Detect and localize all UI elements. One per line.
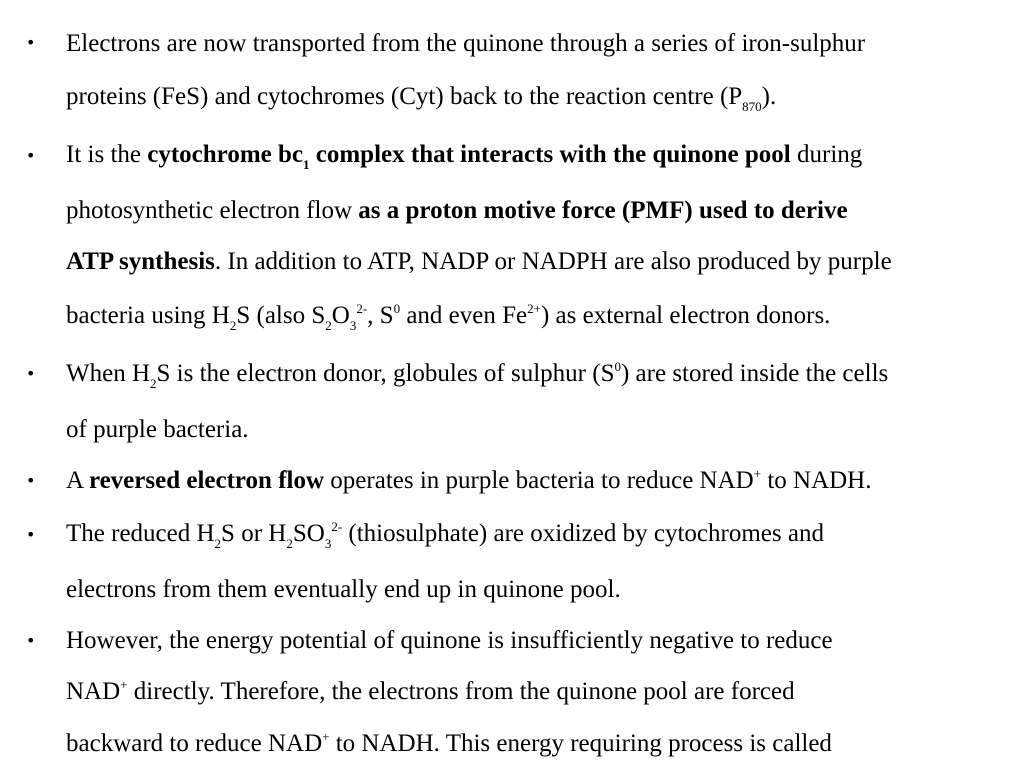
superscript: 0 — [393, 301, 401, 316]
text-span: ) as external electron donors. — [540, 302, 831, 329]
superscript: 2- — [356, 301, 368, 316]
text-span: operates in purple bacteria to reduce NAD — [324, 467, 754, 494]
subscript: 1 — [303, 157, 310, 172]
text-span: to NADH. This energy requiring process is called — [329, 730, 832, 757]
bullet-marker: • — [26, 364, 36, 383]
bullet-4-line-1 — [66, 466, 872, 496]
text-span: photosynthetic electron flow — [66, 197, 359, 224]
superscript: + — [322, 729, 330, 744]
bold-text: cytochrome bc — [147, 141, 303, 168]
bullet-5-line-2 — [66, 575, 621, 605]
text-span: O — [331, 302, 350, 329]
text-span: S (also S — [236, 302, 326, 329]
text-span: . In addition to ATP, NADP or NADPH are also produced by purple — [214, 248, 892, 275]
text-span: ) are stored inside the cells — [620, 360, 889, 387]
bullet-marker: • — [26, 525, 36, 544]
text-span: SO — [292, 520, 325, 547]
text-span: However, the energy potential of quinone is insufficiently negative to reduce — [66, 627, 833, 654]
bullet-1-line-2 — [66, 82, 776, 112]
text-span: electrons from them eventually end up in quinone pool. — [66, 576, 621, 603]
bullet-6-line-3 — [66, 729, 832, 759]
text-span: It is the — [66, 141, 148, 168]
bold-text: ATP synthesis — [66, 248, 215, 275]
text-span: , S — [367, 302, 394, 329]
bullet-2-line-2 — [66, 196, 848, 226]
text-span: directly. Therefore, the electrons from the quinone pool are forced — [127, 678, 795, 705]
subscript: 2 — [286, 536, 293, 551]
subscript: 3 — [349, 318, 357, 333]
bullet-2-line-3 — [66, 247, 892, 277]
superscript: 2- — [331, 519, 343, 534]
text-span: of purple bacteria. — [66, 416, 249, 443]
text-span: S or H — [221, 520, 287, 547]
text-span: to NADH. — [761, 467, 872, 494]
text-span: A — [66, 467, 89, 494]
text-span: and even Fe — [400, 302, 528, 329]
bullet-2-line-4 — [66, 301, 830, 331]
subscript: 2 — [214, 536, 222, 551]
text-span: S is the electron donor, globules of sulphur (S — [156, 360, 615, 387]
bullet-marker: • — [26, 33, 36, 52]
superscript: 2+ — [527, 301, 541, 316]
bullet-marker: • — [26, 631, 36, 650]
text-span: NAD — [66, 678, 121, 705]
subscript: 2 — [150, 376, 157, 391]
text-span: during — [790, 141, 863, 168]
bullet-3-line-2 — [66, 415, 249, 445]
subscript: 3 — [324, 536, 332, 551]
bullet-3-line-1 — [66, 359, 888, 389]
bullet-marker: • — [26, 471, 36, 490]
bullet-1-line-1 — [66, 29, 865, 59]
text-span: proteins (FeS) and cytochromes (Cyt) back to the reaction centre (P — [66, 83, 743, 110]
bullet-5-line-1 — [66, 519, 824, 549]
superscript: + — [753, 466, 762, 481]
subscript: 870 — [742, 99, 762, 114]
bold-text: complex that interacts with the quinone pool — [309, 141, 791, 168]
text-span: Electrons are now transported from the quinone through a series of iron-sulphur — [66, 30, 866, 57]
text-span: The reduced H — [66, 520, 215, 547]
bold-text: as a proton motive force (PMF) used to derive — [358, 197, 848, 224]
text-span: bacteria using H — [66, 302, 230, 329]
text-span: backward to reduce NAD — [66, 730, 323, 757]
text-span: ). — [761, 83, 777, 110]
subscript: 2 — [229, 318, 237, 333]
superscript: 0 — [614, 359, 621, 374]
bullet-6-line-2 — [66, 677, 795, 707]
superscript: + — [120, 677, 128, 692]
bullet-marker: • — [26, 146, 36, 165]
text-span: When H — [66, 360, 150, 387]
text-span: (thiosulphate) are oxidized by cytochromes and — [342, 520, 824, 547]
bullet-6-line-1 — [66, 626, 833, 656]
subscript: 2 — [325, 318, 332, 333]
bullet-2-line-1 — [66, 140, 862, 170]
bold-text: reversed electron flow — [88, 467, 325, 494]
